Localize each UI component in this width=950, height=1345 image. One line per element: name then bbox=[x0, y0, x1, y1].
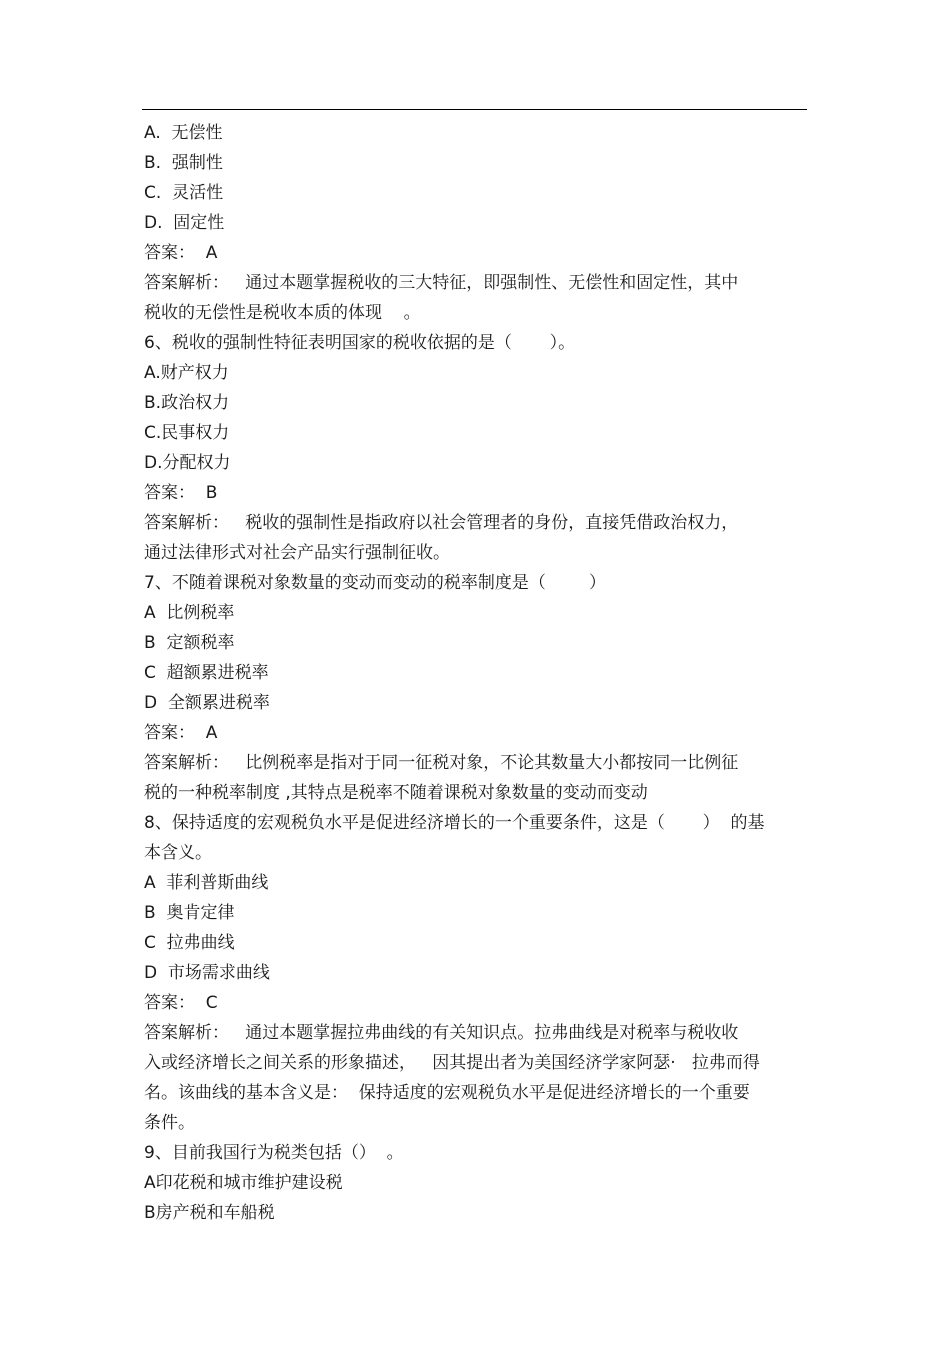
question-8-line: 本含义。 bbox=[144, 843, 212, 863]
document-body bbox=[144, 118, 809, 1228]
option-a-line: A印花税和城市维护建设税 bbox=[144, 1173, 343, 1193]
option-d-line: D. 固定性 bbox=[144, 213, 225, 233]
option-d-line: D 市场需求曲线 bbox=[144, 963, 270, 983]
option-c-line: C.民事权力 bbox=[144, 423, 230, 443]
option-a-line: A 比例税率 bbox=[144, 603, 235, 623]
answer-line: 答案： B bbox=[144, 483, 218, 503]
explanation-line: 答案解析： 比例税率是指对于同一征税对象，不论其数量大小都按同一比例征 bbox=[144, 753, 739, 773]
explanation-line: 答案解析： 通过本题掌握拉弗曲线的有关知识点。拉弗曲线是对税率与税收收 bbox=[144, 1023, 739, 1043]
option-b-line: B 定额税率 bbox=[144, 633, 235, 653]
question-9-line: 9、目前我国行为税类包括（） 。 bbox=[144, 1143, 404, 1163]
option-d-line: D.分配权力 bbox=[144, 453, 231, 473]
explanation-line: 入或经济增长之间关系的形象描述， 因其提出者为美国经济学家阿瑟· 拉弗而得 bbox=[144, 1053, 760, 1073]
explanation-line: 税的一种税率制度 ,其特点是税率不随着课税对象数量的变动而变动 bbox=[144, 783, 648, 803]
explanation-line: 答案解析： 税收的强制性是指政府以社会管理者的身份，直接凭借政治权力， bbox=[144, 513, 739, 533]
option-d-line: D 全额累进税率 bbox=[144, 693, 270, 713]
option-c-line: C 超额累进税率 bbox=[144, 663, 269, 683]
answer-line: 答案： A bbox=[144, 243, 218, 263]
header-rule bbox=[142, 109, 807, 110]
explanation-line: 条件。 bbox=[144, 1113, 195, 1133]
option-c-line: C 拉弗曲线 bbox=[144, 933, 235, 953]
option-a-line: A. 无偿性 bbox=[144, 123, 223, 143]
question-7-line: 7、不随着课税对象数量的变动而变动的税率制度是（ ） bbox=[144, 573, 607, 593]
option-a-line: A.财产权力 bbox=[144, 363, 229, 383]
option-b-line: B. 强制性 bbox=[144, 153, 223, 173]
explanation-line: 名。该曲线的基本含义是： 保持适度的宏观税负水平是促进经济增长的一个重要 bbox=[144, 1083, 750, 1103]
question-6-line: 6、税收的强制性特征表明国家的税收依据的是（ ）。 bbox=[144, 333, 576, 353]
option-a-line: A 菲利普斯曲线 bbox=[144, 873, 269, 893]
explanation-line: 答案解析： 通过本题掌握税收的三大特征，即强制性、无偿性和固定性，其中 bbox=[144, 273, 739, 293]
explanation-line: 通过法律形式对社会产品实行强制征收。 bbox=[144, 543, 450, 563]
answer-line: 答案： C bbox=[144, 993, 218, 1013]
option-c-line: C. 灵活性 bbox=[144, 183, 224, 203]
explanation-line: 税收的无偿性是税收本质的体现 。 bbox=[144, 303, 421, 323]
question-8-line: 8、保持适度的宏观税负水平是促进经济增长的一个重要条件，这是（ ） 的基 bbox=[144, 813, 765, 833]
option-b-line: B.政治权力 bbox=[144, 393, 230, 413]
option-b-line: B房产税和车船税 bbox=[144, 1203, 275, 1223]
option-b-line: B 奥肯定律 bbox=[144, 903, 235, 923]
answer-line: 答案： A bbox=[144, 723, 218, 743]
